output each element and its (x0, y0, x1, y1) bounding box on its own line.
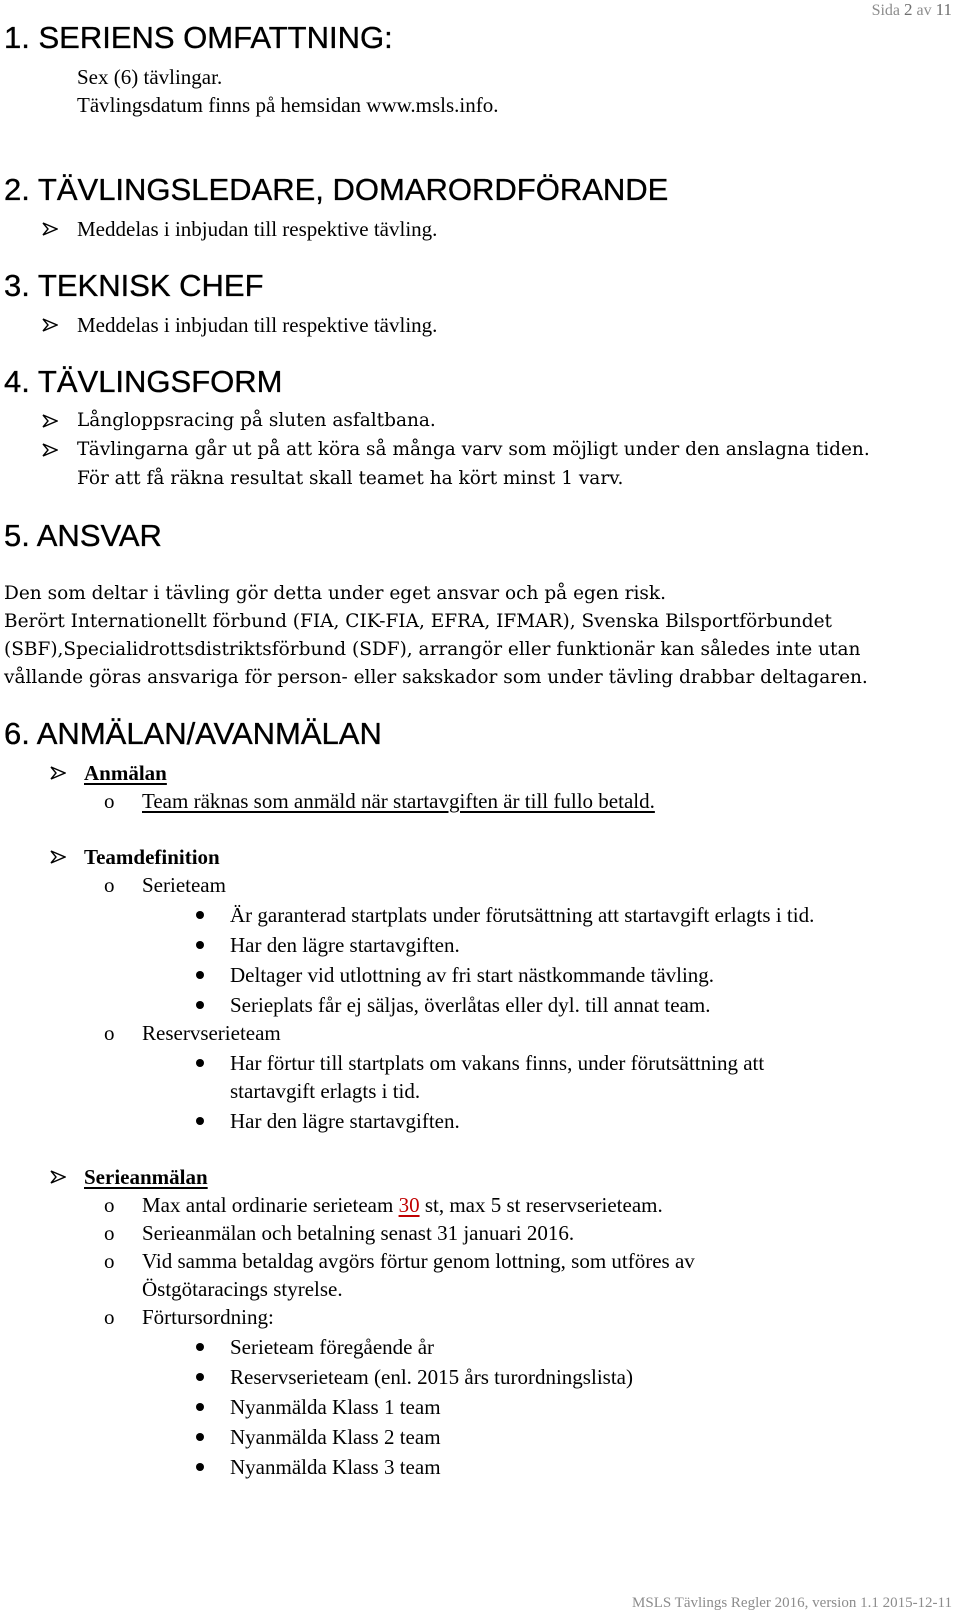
fortur-item-3: Nyanmälda Klass 1 team (230, 1395, 441, 1419)
anmalan-item-1: Team räknas som anmäld när startavgiften är till fullo betald. (142, 789, 655, 813)
teamdefinition-title: Teamdefinition (84, 845, 220, 869)
serieanmalan-item-1-prefix: Max antal ordinarie serieteam (142, 1193, 399, 1217)
anmalan-title: Anmälan (84, 761, 167, 785)
s1-line-2: Tävlingsdatum finns på hemsidan www.msls.info. (77, 93, 499, 117)
dot-bullet-icon (196, 911, 204, 919)
serieanmalan-item-2: Serieanmälan och betalning senast 31 januari 2016. (142, 1221, 575, 1245)
s3-bullet-1: Meddelas i inbjudan till respektive tävling. (77, 313, 438, 337)
arrow-bullet-icon (50, 766, 66, 780)
serieteam-item-1: Är garanterad startplats under förutsättning att startavgift erlagts i tid. (230, 903, 815, 927)
s5-paragraph-2-line-3: vållande göras ansvariga för person- eller sakskador som under tävling drabbar deltagaren. (4, 667, 868, 688)
dot-bullet-icon (196, 1117, 204, 1125)
circle-bullet: o (104, 789, 115, 813)
arrow-bullet-icon (42, 443, 58, 457)
page-number-current: 2 (904, 0, 913, 19)
fortur-item-4: Nyanmälda Klass 2 team (230, 1425, 441, 1449)
max-teams-number: 30 (398, 1193, 420, 1217)
s5-paragraph-2-line-2: (SBF),Specialidrottsdistriktsförbund (SDF), arrangör eller funktionär kan således inte utan (4, 639, 861, 660)
fortur-item-2: Reservserieteam (enl. 2015 års turordningslista) (230, 1365, 633, 1389)
serieanmalan-item-1-suffix: st, max 5 st reservserieteam. (419, 1193, 663, 1217)
reserv-item-1-line-2: startavgift erlagts i tid. (230, 1079, 421, 1103)
page-number-prefix: Sida (871, 2, 901, 19)
dot-bullet-icon (196, 1001, 204, 1009)
dot-bullet-icon (196, 941, 204, 949)
serieanmalan-title: Serieanmälan (84, 1165, 208, 1189)
dot-bullet-icon (196, 971, 204, 979)
serieanmalan-item-3-line-1: Vid samma betaldag avgörs förtur genom lottning, som utföres av (142, 1249, 695, 1273)
section-4-heading: 4. TÄVLINGSFORM (4, 364, 283, 399)
s5-paragraph-1: Den som deltar i tävling gör detta under eget ansvar och på egen risk. (4, 583, 666, 604)
arrow-bullet-icon (42, 222, 58, 236)
section-5-heading: 5. ANSVAR (4, 518, 162, 553)
reserv-item-1-line-1: Har förtur till startplats om vakans finns, under förutsättning att (230, 1051, 765, 1075)
dot-bullet-icon (196, 1433, 204, 1441)
s5-paragraph-2-line-1: Berört Internationellt förbund (FIA, CIK-FIA, EFRA, IFMAR), Svenska Bilsportförbundet (4, 611, 832, 632)
dot-bullet-icon (196, 1343, 204, 1351)
s2-bullet-1: Meddelas i inbjudan till respektive tävling. (77, 217, 438, 241)
circle-bullet: o (104, 1193, 115, 1217)
dot-bullet-icon (196, 1059, 204, 1067)
arrow-bullet-icon (50, 850, 66, 864)
section-1-heading: 1. SERIENS OMFATTNING: (4, 20, 393, 55)
serieteam-item-4: Serieplats får ej säljas, överlåtas eller dyl. till annat team. (230, 993, 711, 1017)
s1-line-1: Sex (6) tävlingar. (77, 65, 223, 89)
section-2-heading: 2. TÄVLINGSLEDARE, DOMARORDFÖRANDE (4, 172, 669, 207)
arrow-bullet-icon (50, 1170, 66, 1184)
arrow-bullet-icon (42, 414, 58, 428)
serieanmalan-item-3-line-2: Östgötaracings styrelse. (142, 1277, 343, 1301)
arrow-bullet-icon (42, 318, 58, 332)
dot-bullet-icon (196, 1463, 204, 1471)
circle-bullet: o (104, 1221, 115, 1245)
page-number (872, 0, 952, 20)
s4-bullet-1: Långloppsracing på sluten asfaltbana. (77, 410, 436, 431)
reservserieteam-label: Reservserieteam (142, 1021, 281, 1045)
s4-bullet-2: Tävlingarna går ut på att köra så många varv som möjligt under den anslagna tiden. (77, 439, 870, 460)
page-footer: MSLS Tävlings Regler 2016, version 1.1 2015-12-11 (632, 1595, 952, 1611)
circle-bullet: o (104, 873, 115, 897)
circle-bullet: o (104, 1021, 115, 1045)
serieteam-item-2: Har den lägre startavgiften. (230, 933, 460, 957)
page-number-total: 11 (935, 0, 952, 19)
section-6-heading: 6. ANMÄLAN/AVANMÄLAN (4, 716, 382, 751)
page-number-middle: av (916, 2, 932, 19)
section-3-heading: 3. TEKNISK CHEF (4, 268, 264, 303)
fortur-item-5: Nyanmälda Klass 3 team (230, 1455, 441, 1479)
fortur-item-1: Serieteam föregående år (230, 1335, 435, 1359)
serieanmalan-item-1 (142, 1191, 663, 1219)
serieanmalan-item-4: Förtursordning: (142, 1305, 274, 1329)
circle-bullet: o (104, 1305, 115, 1329)
reserv-item-2: Har den lägre startavgiften. (230, 1109, 460, 1133)
serieteam-item-3: Deltager vid utlottning av fri start nästkommande tävling. (230, 963, 715, 987)
circle-bullet: o (104, 1249, 115, 1273)
s4-bullet-2-continued: För att få räkna resultat skall teamet ha kört minst 1 varv. (77, 468, 624, 489)
dot-bullet-icon (196, 1403, 204, 1411)
serieteam-label: Serieteam (142, 873, 226, 897)
dot-bullet-icon (196, 1373, 204, 1381)
